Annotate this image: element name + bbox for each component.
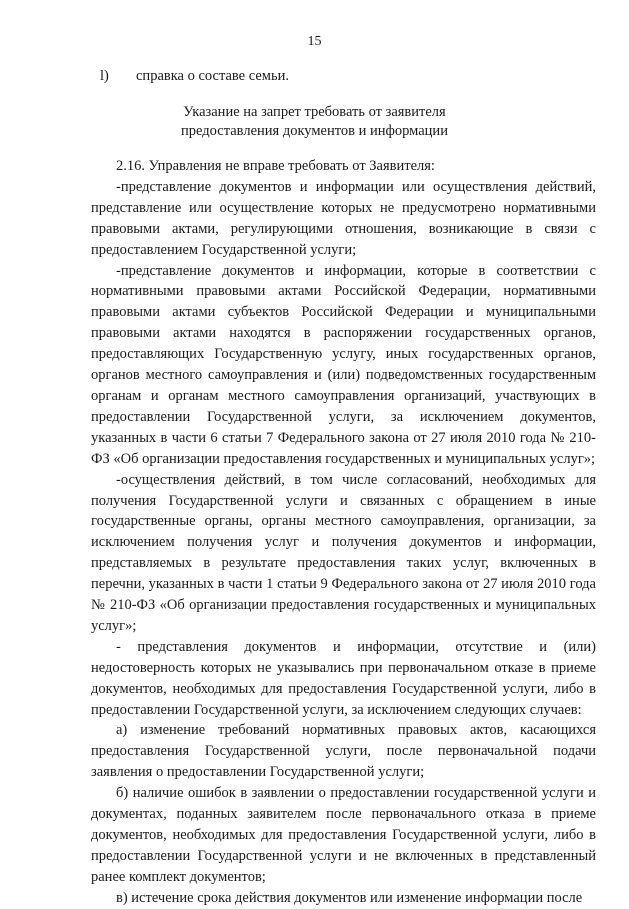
paragraph-documents-not-indicated: - представления документов и информации, отсутствие и (или) недостоверность которых не указывались при первоначальном отказе в приеме документов, необходимых для предоставления Государственной услуги, либо в предоставлении Государственной услуги, за исключением следующих случаев:: [91, 638, 596, 718]
paragraph-case-v: в) истечение срока действия документов или изменение информации после: [116, 889, 583, 906]
section-heading-line-1: Указание на запрет требовать от заявителя: [183, 104, 446, 120]
body-text: [91, 156, 596, 909]
section-heading-line-2: предоставления документов и информации: [181, 123, 448, 139]
list-item-family-certificate: [100, 68, 289, 85]
paragraph-clause-2-16: 2.16. Управления не вправе требовать от Заявителя:: [116, 158, 435, 174]
paragraph-actions-approvals: -осуществления действий, в том числе согласований, необходимых для получения Государственной услуги и связанных с обращением в иные государственные органы, органы местного самоуправления, организации, за исключением получения услуг и получения документов и информации, представляемых в результате предоставления таких услуг, включенных в перечни, указанных в части 1 статьи 9 Федерального закона от 27 июля 2010 года № 210-ФЗ «Об организации предоставления государственных и муниципальных услуг»;: [91, 471, 596, 634]
list-marker: l): [100, 68, 109, 84]
paragraph-documents-held-by-agencies: -представление документов и информации, которые в соответствии с нормативными правовыми актами Российской Федерации, нормативными правовыми актами субъектов Российской Федерации и муниципальными правовыми актами находятся в распоряжении государственных органов, предоставляющих Государственную услугу, иных государственных органов, органов местного самоуправления и (или) подведомственных государственным органам и органам местного самоуправления организаций, участвующих в предоставлении Государственной услуги, за исключением документов, указанных в части 6 статьи 7 Федерального закона от 27 июля 2010 года № 210-ФЗ «Об организации предоставления государственных и муниципальных услуг»;: [91, 262, 596, 467]
paragraph-not-required-by-law: -представление документов и информации или осуществления действий, представление или осуществление которых не предусмотрено нормативными правовыми актами, регулирующими отношения, возникающие в связи с предоставлением Государственной услуги;: [91, 178, 596, 258]
paragraph-case-b: б) наличие ошибок в заявлении о предоставлении государственной услуги и документах, поданных заявителем после первоначального отказа в приеме документов, необходимых для предоставления Государственной услуги, либо в предоставлении Государственной услуги и не включенных в представленный ранее комплект документов;: [91, 785, 596, 885]
list-item-text: справка о составе семьи.: [136, 68, 289, 84]
section-heading: [0, 103, 629, 141]
page-number: 15: [307, 34, 322, 49]
paragraph-case-a: а) изменение требований нормативных правовых актов, касающихся предоставления Государственной услуги, после первоначальной подачи заявления о предоставлении Государственной услуги;: [91, 722, 596, 781]
